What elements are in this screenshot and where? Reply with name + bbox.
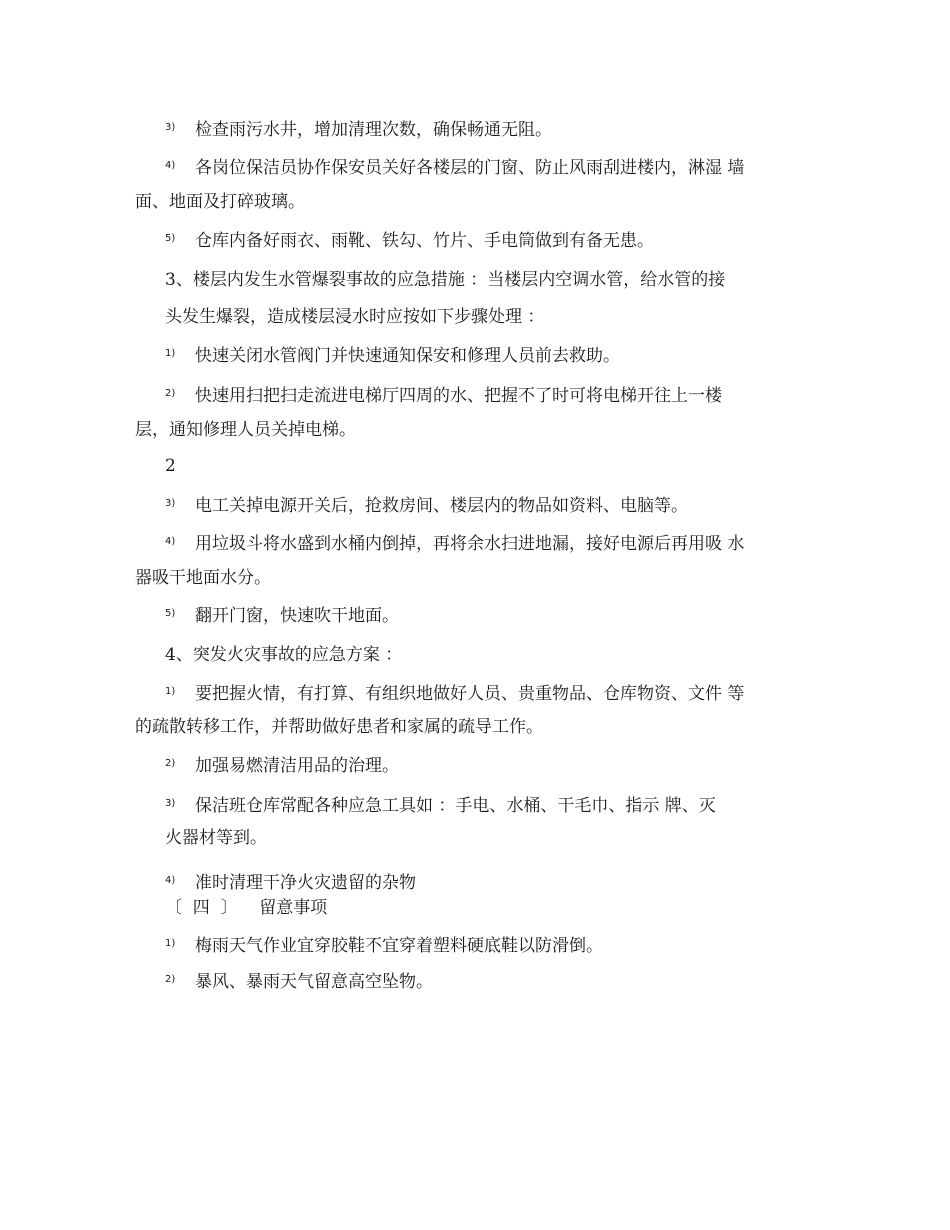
item-text: 4、突发火灾事故的应急方案 ： (165, 645, 403, 665)
item-text: 保洁班仓库常配各种应急工具如 ：手电、水桶、干毛巾、指示 牌、灭 (195, 796, 716, 816)
item-number: 1) (165, 348, 176, 359)
list-item (165, 344, 620, 366)
item-text: 层，通知修理人员关掉电梯。 (135, 420, 356, 440)
section-heading (165, 645, 402, 665)
item-text: 〔 四 〕 留意事项 (165, 898, 328, 918)
section-heading (165, 270, 725, 290)
item-number: 2) (165, 974, 176, 985)
item-number: 3) (165, 798, 176, 809)
continuation-line (135, 420, 356, 440)
item-text: 快速用扫把扫走流进电梯厅四周的水、把握不了时可将电梯开往上一楼 (195, 386, 722, 406)
item-text: 要把握火情，有打算、有组织地做好人员、贵重物品、仓库物资、文件 等 (195, 684, 745, 704)
item-text: 翻开门窗，快速吹干地面。 (195, 606, 399, 626)
list-item (165, 494, 688, 516)
item-number: 3) (165, 122, 176, 133)
list-item (165, 532, 744, 554)
item-text: 电工关掉电源开关后，抢救房间、楼层内的物品如资料、电脑等。 (195, 496, 688, 516)
item-text: 器吸干地面水分。 (135, 568, 271, 588)
item-number: 5) (165, 608, 176, 619)
continuation-line (135, 568, 271, 588)
item-text: 仓库内备好雨衣、雨靴、铁勾、竹片、手电筒做到有备无患。 (195, 231, 654, 251)
item-number: 4) (165, 536, 176, 547)
continuation-line (165, 307, 544, 327)
item-number: 4) (165, 160, 176, 171)
section-heading (165, 898, 327, 918)
list-item (165, 754, 399, 776)
item-text: 的疏散转移工作，并帮助做好患者和家属的疏导工作。 (135, 717, 543, 737)
list-item (165, 118, 552, 140)
item-number: 1) (165, 938, 176, 949)
list-item (165, 682, 744, 704)
item-text: 准时清理干净火灾遗留的杂物 (195, 873, 416, 893)
item-text: 面、地面及打碎玻璃。 (135, 192, 305, 212)
item-number: 1) (165, 686, 176, 697)
item-text: 快速关闭水管阀门并快速通知保安和修理人员前去救助。 (195, 346, 620, 366)
item-text: 头发生爆裂，造成楼层浸水时应按如下步骤处理 ： (165, 307, 545, 327)
item-text: 加强易燃清洁用品的治理。 (195, 756, 399, 776)
item-number: 2) (165, 388, 176, 399)
item-number: 5) (165, 233, 176, 244)
item-text: 用垃圾斗将水盛到水桶内倒掉，再将余水扫进地漏，接好电源后再用吸 水 (195, 534, 745, 554)
item-number: 4) (165, 875, 176, 886)
list-item (165, 871, 416, 893)
list-item (165, 229, 654, 251)
continuation-line (135, 717, 543, 737)
list-item (165, 604, 399, 626)
item-number: 2) (165, 758, 176, 769)
item-text: 各岗位保洁员协作保安员关好各楼层的门窗、防止风雨刮进楼内，淋湿 墙 (195, 158, 745, 178)
continuation-line (165, 828, 267, 848)
list-item (165, 970, 433, 992)
item-text: 3、楼层内发生水管爆裂事故的应急措施 ：当楼层内空调水管，给水管的接 (165, 270, 726, 290)
item-text: 检查雨污水井，增加清理次数，确保畅通无阻。 (195, 120, 552, 140)
item-text: 火器材等到。 (165, 828, 267, 848)
item-number: 3) (165, 498, 176, 509)
list-item (165, 934, 603, 956)
item-text: 梅雨天气作业宜穿胶鞋不宜穿着塑料硬底鞋以防滑倒。 (195, 936, 603, 956)
page-number: 2 (165, 456, 176, 476)
list-item (165, 384, 722, 406)
list-item (165, 794, 716, 816)
continuation-line (135, 192, 305, 212)
item-text: 暴风、暴雨天气留意高空坠物。 (195, 972, 433, 992)
list-item (165, 156, 744, 178)
